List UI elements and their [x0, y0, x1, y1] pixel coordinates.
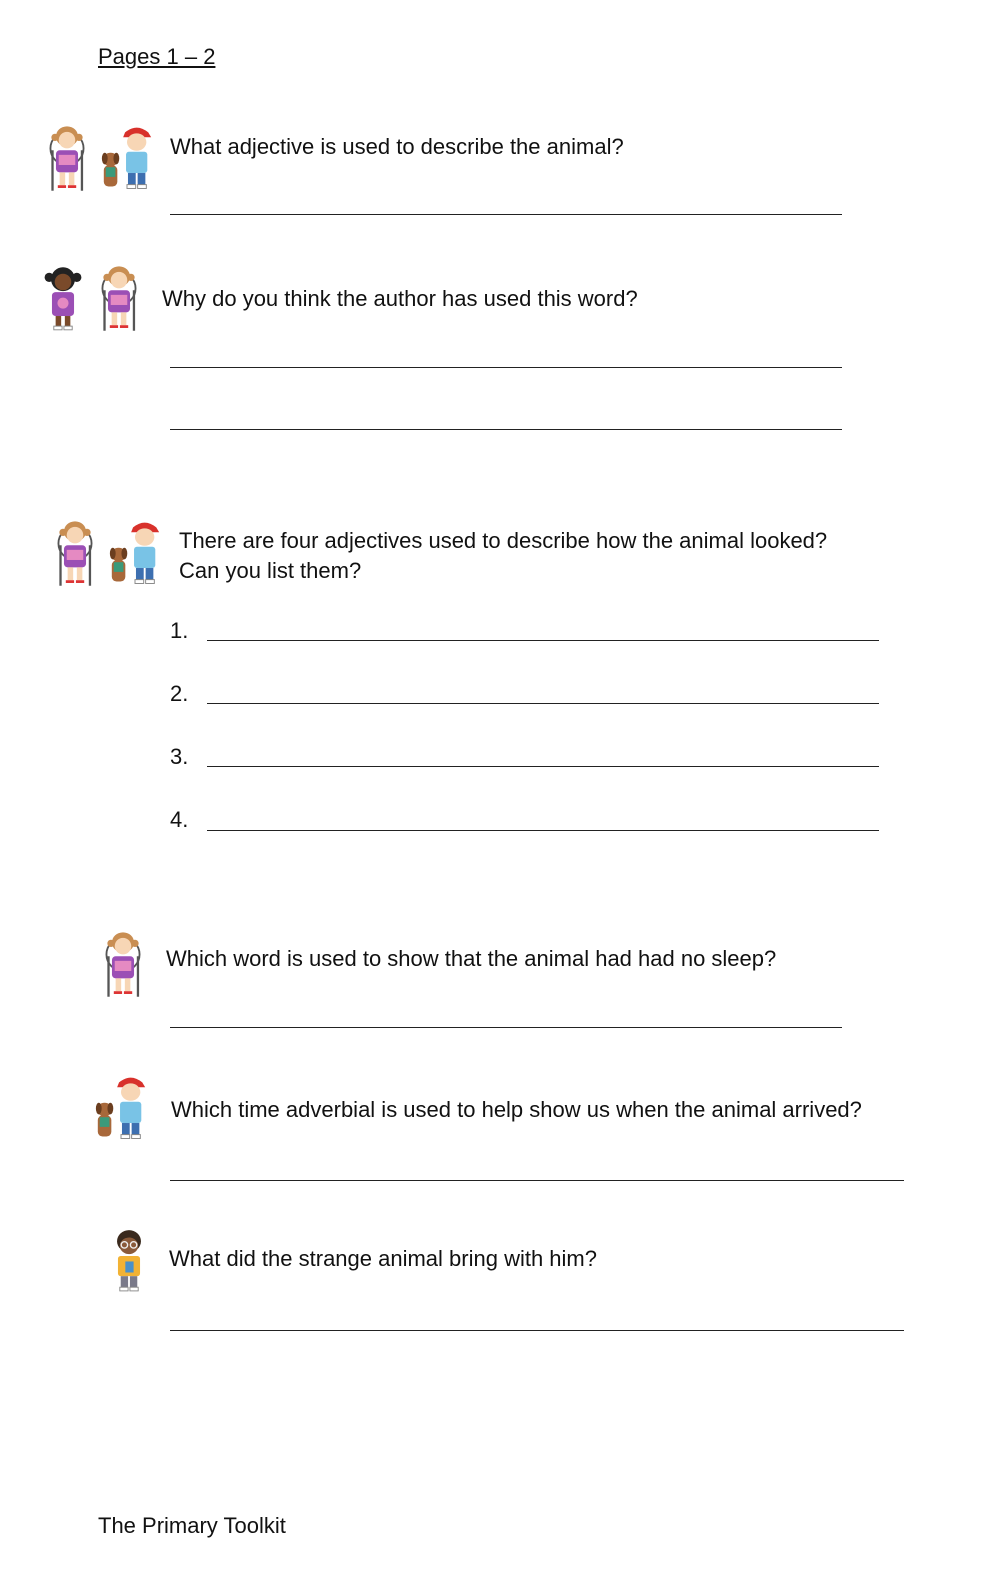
answer-line-6[interactable] [170, 1330, 904, 1331]
girl-reading-icon [40, 262, 86, 336]
answer-line-2b[interactable] [170, 429, 842, 430]
answer-line-4[interactable] [170, 1027, 842, 1028]
boy-with-dog-icon [92, 1072, 150, 1146]
list-answer-line-4[interactable] [207, 830, 879, 831]
boy-with-dog-icon [98, 122, 156, 196]
answer-line-5[interactable] [170, 1180, 904, 1181]
boy-with-dog-icon [106, 517, 164, 591]
list-number: 1. [170, 618, 189, 643]
girl-wheelchair-icon [96, 262, 142, 336]
answer-line-1[interactable] [170, 214, 842, 215]
question-3-line-1: There are four adjectives used to describe how the animal looked? [179, 528, 828, 553]
list-number: 2. [170, 681, 189, 706]
question-2: Why do you think the author has used this word? [162, 286, 638, 311]
list-number: 3. [170, 744, 189, 769]
page-heading: Pages 1 – 2 [98, 44, 216, 69]
footer: The Primary Toolkit [98, 1513, 286, 1538]
question-3-line-2: Can you list them? [179, 558, 362, 583]
list-answer-line-3[interactable] [207, 766, 879, 767]
girl-wheelchair-icon [52, 517, 98, 591]
question-6: What did the strange animal bring with him? [169, 1246, 597, 1271]
question-4: Which word is used to show that the animal had had no sleep? [166, 946, 777, 971]
girl-wheelchair-icon [44, 122, 90, 196]
list-answer-line-2[interactable] [207, 703, 879, 704]
list-answer-line-1[interactable] [207, 640, 879, 641]
boy-with-glasses-icon [106, 1224, 152, 1298]
girl-wheelchair-icon [100, 928, 146, 1002]
answer-line-2a[interactable] [170, 367, 842, 368]
list-number: 4. [170, 807, 189, 832]
question-5: Which time adverbial is used to help show us when the animal arrived? [171, 1097, 862, 1122]
question-1: What adjective is used to describe the animal? [170, 134, 624, 159]
